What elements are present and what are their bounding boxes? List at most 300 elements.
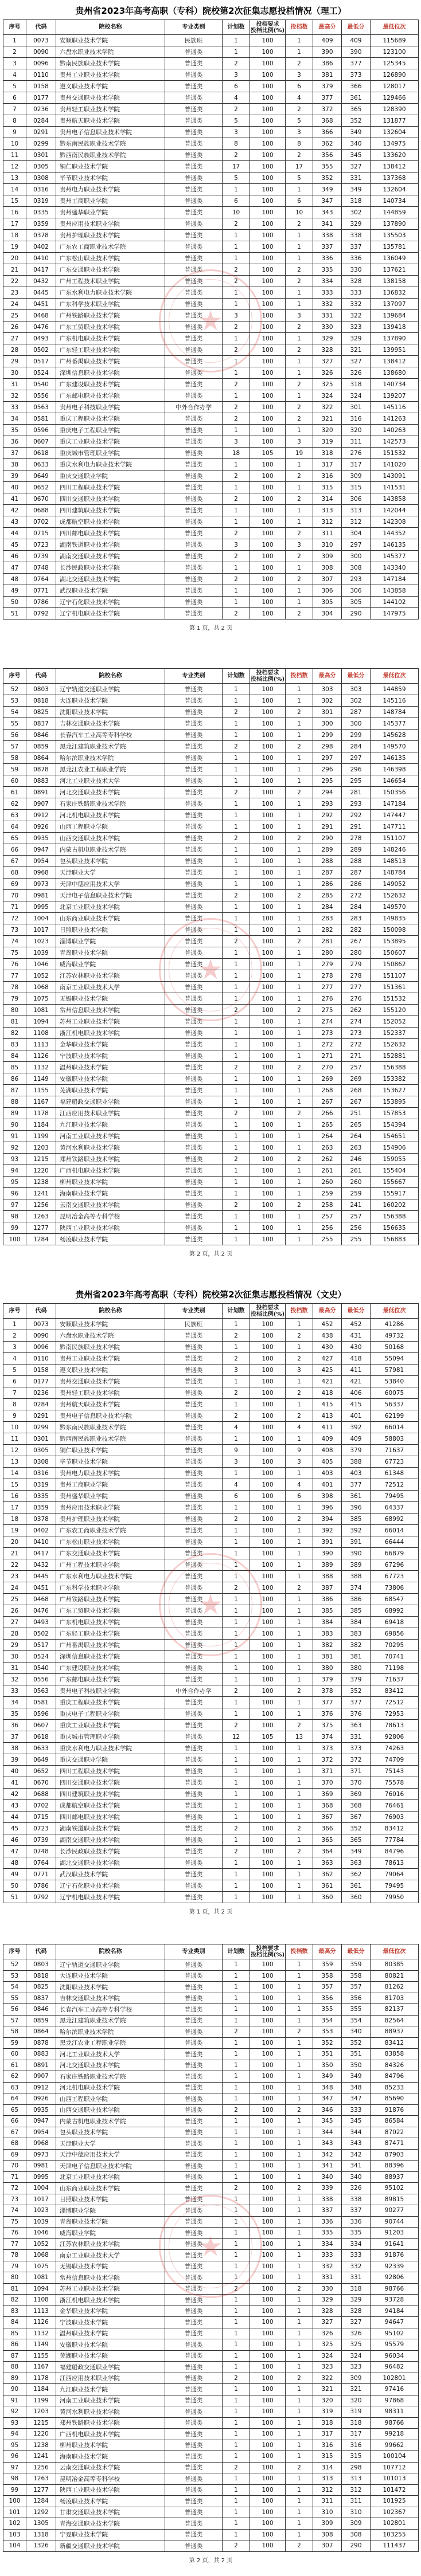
cell-min-rank: 147447	[370, 810, 418, 821]
cell-plan: 1	[222, 1085, 250, 1096]
header-ratio: 投档要求 投档比例(%)	[250, 669, 285, 683]
cell-college-name: 天津电子信息职业技术学院	[56, 890, 165, 901]
cell-min-rank: 75578	[370, 1777, 418, 1788]
cell-admitted: 1	[285, 516, 313, 527]
cell-code: 0410	[26, 253, 56, 264]
cell-college-name: 遵义职业技术学院	[56, 81, 165, 92]
cell-min-rank: 137368	[370, 172, 418, 183]
cell-min-score: 313	[341, 505, 370, 516]
cell-college-name: 河南工业职业技术学院	[56, 1131, 165, 1142]
cell-code: 1241	[26, 1188, 56, 1199]
cell-min-score: 313	[341, 2473, 370, 2484]
cell-seq: 57	[3, 741, 26, 752]
table-row	[3, 1674, 418, 1685]
cell-seq: 82	[3, 2295, 26, 2306]
cell-plan: 1	[222, 46, 250, 57]
cell-admitted: 1	[285, 2217, 313, 2228]
cell-category: 普通类	[165, 299, 222, 309]
cell-admitted: 1	[285, 867, 313, 878]
cell-plan: 1	[222, 2038, 250, 2049]
table-row	[3, 901, 418, 913]
cell-code: 1113	[26, 2306, 56, 2317]
cell-admitted: 1	[285, 1433, 313, 1444]
cell-category: 普通类	[165, 448, 222, 458]
cell-seq: 54	[3, 707, 26, 717]
cell-category: 普通类	[165, 104, 222, 115]
table-row	[3, 2384, 418, 2395]
cell-admitted: 1	[285, 1766, 313, 1777]
cell-code: 1132	[26, 2328, 56, 2339]
cell-plan: 1	[222, 982, 250, 993]
table-row	[3, 1834, 418, 1846]
table-row	[3, 1108, 418, 1119]
cell-seq: 2	[3, 46, 26, 57]
cell-min-score: 409	[341, 1433, 370, 1444]
table-row	[3, 1479, 418, 1491]
cell-category: 普通类	[165, 833, 222, 844]
cell-max-score: 368	[313, 1800, 341, 1811]
cell-min-score: 388	[341, 1456, 370, 1467]
cell-ratio: 100	[250, 1880, 285, 1891]
cell-max-score: 311	[313, 528, 341, 539]
cell-college-name: 福建船政交通职业学院	[56, 2362, 165, 2373]
table-row	[3, 2272, 418, 2284]
header-min-score: 最低分	[341, 1944, 370, 1959]
cell-admitted: 1	[285, 1096, 313, 1107]
cell-max-score: 260	[313, 1177, 341, 1187]
cell-code: 0633	[26, 459, 56, 470]
cell-ratio: 100	[250, 1777, 285, 1788]
cell-category: 普通类	[165, 2429, 222, 2440]
cell-min-score: 303	[341, 684, 370, 695]
cell-min-rank: 137621	[370, 264, 418, 275]
cell-min-score: 331	[341, 1731, 370, 1742]
cell-code: 1256	[26, 1199, 56, 1210]
cell-admitted: 1	[285, 46, 313, 57]
cell-min-score: 340	[341, 2172, 370, 2183]
cell-code: 0825	[26, 1982, 56, 1993]
table-row	[3, 1119, 418, 1131]
cell-ratio: 100	[250, 1330, 285, 1341]
cell-seq: 5	[3, 81, 26, 92]
cell-admitted: 1	[285, 1869, 313, 1880]
cell-ratio: 100	[250, 1869, 285, 1880]
cell-seq: 18	[3, 1514, 26, 1524]
cell-admitted: 9	[285, 1445, 313, 1456]
cell-admitted: 1	[285, 2351, 313, 2362]
cell-max-score: 266	[313, 1108, 341, 1119]
table-row	[3, 493, 418, 505]
cell-admitted: 2	[285, 2284, 313, 2295]
cell-category: 普通类	[165, 2418, 222, 2429]
cell-category: 普通类	[165, 230, 222, 241]
cell-category: 普通类	[165, 821, 222, 832]
cell-min-rank: 95579	[370, 2339, 418, 2350]
cell-code: 1238	[26, 2440, 56, 2451]
cell-code: 0468	[26, 310, 56, 321]
cell-code: 1017	[26, 924, 56, 935]
header-category: 专业类别	[165, 1304, 222, 1318]
cell-college-name: 云南交通职业技术学院	[56, 2463, 165, 2473]
cell-max-score: 261	[313, 1165, 341, 1176]
cell-admitted: 1	[285, 2384, 313, 2395]
cell-code: 0926	[26, 2093, 56, 2104]
table-row	[3, 1812, 418, 1823]
cell-seq: 72	[3, 2183, 26, 2194]
cell-min-rank: 138680	[370, 367, 418, 378]
cell-code: 0319	[26, 195, 56, 206]
cell-min-score: 348	[341, 2083, 370, 2093]
cell-category: 普通类	[165, 1993, 222, 2004]
cell-code: 0308	[26, 172, 56, 183]
cell-ratio: 100	[250, 1674, 285, 1685]
cell-code: 1017	[26, 2194, 56, 2205]
cell-admitted: 1	[285, 2127, 313, 2138]
cell-code: 1184	[26, 1119, 56, 1130]
cell-code: 1108	[26, 2295, 56, 2306]
cell-min-rank: 50168	[370, 1342, 418, 1352]
cell-min-score: 337	[341, 2205, 370, 2216]
cell-seq: 65	[3, 833, 26, 844]
table-row	[3, 2295, 418, 2306]
cell-code: 1081	[26, 1005, 56, 1015]
cell-category: 普通类	[165, 730, 222, 740]
cell-max-score: 302	[313, 695, 341, 706]
cell-code: 0883	[26, 2049, 56, 2060]
cell-max-score: 398	[313, 1491, 341, 1501]
header-college-name: 院校名称	[56, 669, 165, 683]
cell-category: 普通类	[165, 1731, 222, 1742]
cell-max-score: 405	[313, 1456, 341, 1467]
cell-min-rank: 91641	[370, 2239, 418, 2250]
cell-admitted: 2	[285, 2373, 313, 2384]
cell-plan: 2	[222, 1199, 250, 1210]
cell-min-score: 374	[341, 1582, 370, 1593]
cell-plan: 1	[222, 1376, 250, 1387]
cell-ratio: 100	[250, 1834, 285, 1845]
cell-min-score: 300	[341, 551, 370, 562]
cell-ratio: 100	[250, 752, 285, 763]
cell-seq: 64	[3, 821, 26, 832]
cell-plan: 1	[222, 2261, 250, 2272]
cell-ratio: 100	[250, 287, 285, 298]
cell-seq: 45	[3, 1823, 26, 1834]
cell-plan: 1	[222, 1050, 250, 1061]
header-category: 专业类别	[165, 1944, 222, 1959]
cell-plan: 1	[222, 1188, 250, 1199]
cell-code: 1004	[26, 2183, 56, 2194]
table-row	[3, 367, 418, 379]
cell-max-score: 306	[313, 585, 341, 596]
cell-ratio: 100	[250, 608, 285, 619]
cell-code: 0096	[26, 58, 56, 69]
cell-plan: 1	[222, 1222, 250, 1233]
cell-max-score: 288	[313, 856, 341, 866]
cell-min-rank: 151532	[370, 993, 418, 1004]
cell-max-score: 341	[313, 218, 341, 229]
cell-min-score: 261	[341, 1165, 370, 1176]
cell-admitted: 3	[285, 436, 313, 447]
cell-min-rank: 83858	[370, 2049, 418, 2060]
cell-seq: 97	[3, 2463, 26, 2473]
cell-min-score: 337	[341, 241, 370, 252]
cell-seq: 86	[3, 2339, 26, 2350]
cell-ratio: 100	[250, 2127, 285, 2138]
cell-ratio: 100	[250, 924, 285, 935]
cell-ratio: 100	[250, 741, 285, 752]
cell-min-score: 392	[341, 1422, 370, 1433]
cell-admitted: 1	[285, 2161, 313, 2171]
cell-max-score: 396	[313, 1502, 341, 1513]
cell-admitted: 1	[285, 1039, 313, 1050]
cell-admitted: 1	[285, 1857, 313, 1868]
cell-min-score: 409	[341, 35, 370, 46]
cell-seq: 81	[3, 2284, 26, 2295]
cell-max-score: 356	[313, 150, 341, 160]
cell-seq: 94	[3, 2429, 26, 2440]
cell-plan: 1	[222, 2093, 250, 2104]
cell-max-score: 383	[313, 1628, 341, 1639]
cell-admitted: 2	[285, 58, 313, 69]
cell-min-rank: 155667	[370, 1177, 418, 1187]
table-row	[3, 1640, 418, 1651]
cell-max-score: 388	[313, 1571, 341, 1582]
cell-category: 普通类	[165, 1959, 222, 1970]
cell-code: 0158	[26, 1365, 56, 1375]
cell-plan: 1	[222, 2406, 250, 2417]
cell-code: 0090	[26, 1330, 56, 1341]
cell-max-score: 276	[313, 993, 341, 1004]
cell-seq: 4	[3, 1353, 26, 1364]
cell-college-name: 山东商业职业技术学院	[56, 913, 165, 924]
cell-plan: 2	[222, 150, 250, 160]
cell-ratio: 100	[250, 2183, 285, 2194]
cell-plan: 1	[222, 2351, 250, 2362]
cell-category: 普通类	[165, 2406, 222, 2417]
cell-ratio: 100	[250, 92, 285, 103]
cell-plan: 1	[222, 1571, 250, 1582]
cell-min-rank: 69856	[370, 1628, 418, 1639]
cell-college-name: 包头职业技术学院	[56, 856, 165, 866]
cell-max-score: 377	[313, 92, 341, 103]
cell-category: 普通类	[165, 1812, 222, 1822]
cell-code: 0284	[26, 115, 56, 126]
cell-code: 1149	[26, 1073, 56, 1084]
cell-ratio: 100	[250, 1846, 285, 1857]
cell-plan: 1	[222, 2172, 250, 2183]
cell-min-score: 277	[341, 982, 370, 993]
cell-code: 0688	[26, 1789, 56, 1799]
cell-min-score: 310	[341, 2507, 370, 2518]
cell-admitted: 1	[285, 390, 313, 401]
cell-plan: 9	[222, 1445, 250, 1456]
cell-ratio: 100	[250, 959, 285, 970]
cell-college-name: 重庆工业职业技术学院	[56, 1720, 165, 1731]
cell-admitted: 1	[285, 1016, 313, 1027]
cell-admitted: 4	[285, 1479, 313, 1490]
cell-max-score: 294	[313, 787, 341, 798]
cell-admitted: 2	[285, 379, 313, 390]
table-row	[3, 1050, 418, 1062]
cell-category: 普通类	[165, 2451, 222, 2462]
cell-seq: 63	[3, 810, 26, 821]
table-row	[3, 413, 418, 425]
cell-admitted: 1	[285, 2261, 313, 2272]
cell-category: 普通类	[165, 2116, 222, 2127]
table-row	[3, 982, 418, 993]
cell-seq: 16	[3, 207, 26, 218]
cell-college-name: 四川交通职业技术学院	[56, 493, 165, 504]
cell-min-rank: 137890	[370, 333, 418, 344]
cell-min-score: 311	[341, 436, 370, 447]
cell-min-score: 308	[341, 562, 370, 573]
cell-plan: 1	[222, 1433, 250, 1444]
header-min-score: 最低分	[341, 20, 370, 34]
cell-plan: 2	[222, 1823, 250, 1834]
cell-max-score: 319	[313, 436, 341, 447]
cell-admitted: 1	[285, 1085, 313, 1096]
cell-seq: 49	[3, 1869, 26, 1880]
cell-ratio: 100	[250, 2228, 285, 2238]
cell-max-score: 375	[313, 1720, 341, 1731]
cell-category: 普通类	[165, 1234, 222, 1245]
cell-seq: 84	[3, 2317, 26, 2328]
cell-max-score: 325	[313, 379, 341, 390]
cell-admitted: 1	[285, 856, 313, 866]
cell-seq: 57	[3, 2016, 26, 2026]
cell-code: 0607	[26, 1720, 56, 1731]
cell-min-rank: 81262	[370, 1982, 418, 1993]
cell-plan: 1	[222, 425, 250, 436]
cell-plan: 1	[222, 913, 250, 924]
cell-college-name: 成都航空职业技术学院	[56, 1800, 165, 1811]
cell-category: 普通类	[165, 574, 222, 585]
cell-plan: 1	[222, 585, 250, 596]
cell-college-name: 广东交通职业技术学院	[56, 264, 165, 275]
cell-college-name: 四川建筑职业技术学院	[56, 1789, 165, 1799]
cell-min-score: 386	[341, 1594, 370, 1605]
cell-min-rank: 152052	[370, 1016, 418, 1027]
cell-min-score: 300	[341, 718, 370, 729]
cell-ratio: 100	[250, 218, 285, 229]
cell-max-score: 296	[313, 764, 341, 775]
cell-max-score: 346	[313, 2105, 341, 2116]
cell-ratio: 100	[250, 1353, 285, 1364]
cell-max-score: 324	[313, 2351, 341, 2362]
cell-college-name: 毕节职业技术学院	[56, 172, 165, 183]
cell-code: 0818	[26, 695, 56, 706]
cell-category: 普通类	[165, 2016, 222, 2026]
cell-category: 普通类	[165, 597, 222, 607]
cell-min-rank: 70295	[370, 1640, 418, 1650]
table-row	[3, 2507, 418, 2519]
cell-plan: 1	[222, 1502, 250, 1513]
cell-college-name: 九江职业技术学院	[56, 1119, 165, 1130]
cell-admitted: 19	[285, 448, 313, 458]
cell-min-score: 336	[341, 2217, 370, 2228]
cell-ratio: 100	[250, 982, 285, 993]
table-row	[3, 1330, 418, 1342]
cell-plan: 1	[222, 1119, 250, 1130]
cell-min-score: 272	[341, 890, 370, 901]
cell-college-name: 河北工业职业技术大学	[56, 775, 165, 786]
header-plan: 计划数	[222, 669, 250, 683]
cell-max-score: 307	[313, 2540, 341, 2551]
cell-category: 普通类	[165, 2463, 222, 2473]
cell-min-rank: 137097	[370, 299, 418, 309]
cell-category: 普通类	[165, 2071, 222, 2082]
cell-seq: 86	[3, 1073, 26, 1084]
cell-plan: 1	[222, 901, 250, 912]
cell-category: 普通类	[165, 127, 222, 138]
cell-ratio: 100	[250, 844, 285, 855]
cell-seq: 91	[3, 1131, 26, 1142]
cell-admitted: 1	[285, 2150, 313, 2161]
cell-max-score: 364	[313, 1846, 341, 1857]
cell-max-score: 335	[313, 2228, 341, 2238]
table-row	[3, 2016, 418, 2027]
cell-seq: 99	[3, 1222, 26, 1233]
cell-plan: 4	[222, 92, 250, 103]
cell-min-rank: 135781	[370, 241, 418, 252]
cell-plan: 1	[222, 867, 250, 878]
cell-college-name: 宁波职业技术学院	[56, 2317, 165, 2328]
table-row	[3, 1410, 418, 1422]
cell-ratio: 100	[250, 1959, 285, 1970]
cell-min-score: 351	[341, 2049, 370, 2060]
cell-min-score: 421	[341, 1376, 370, 1387]
cell-max-score: 362	[313, 1869, 341, 1880]
cell-category: 普通类	[165, 798, 222, 809]
cell-seq: 60	[3, 775, 26, 786]
cell-college-name: 重庆交通职业学院	[56, 470, 165, 481]
cell-code: 0073	[26, 35, 56, 46]
cell-min-score: 301	[341, 402, 370, 413]
cell-code: 1326	[26, 2540, 56, 2551]
cell-code: 0837	[26, 718, 56, 729]
cell-ratio: 100	[250, 1039, 285, 1050]
cell-admitted: 1	[285, 982, 313, 993]
cell-code: 0316	[26, 1468, 56, 1479]
table-row	[3, 2261, 418, 2273]
table-row	[3, 161, 418, 172]
cell-college-name: 四川工程职业技术学院	[56, 482, 165, 493]
table-row	[3, 1062, 418, 1073]
cell-code: 1039	[26, 947, 56, 958]
cell-category: 普通类	[165, 2362, 222, 2373]
cell-min-score: 418	[341, 1353, 370, 1364]
cell-college-name: 贵州工商职业学院	[56, 1479, 165, 1490]
cell-ratio: 100	[250, 2105, 285, 2116]
cell-code: 0402	[26, 1525, 56, 1536]
cell-max-score: 379	[313, 81, 341, 92]
cell-admitted: 1	[285, 2038, 313, 2049]
cell-min-rank: 87022	[370, 2127, 418, 2138]
table-row	[3, 2183, 418, 2194]
cell-admitted: 1	[285, 2071, 313, 2082]
cell-plan: 1	[222, 2395, 250, 2406]
table-row	[3, 35, 418, 46]
cell-plan: 1	[222, 1640, 250, 1650]
cell-min-score: 385	[341, 1514, 370, 1524]
cell-college-name: 新疆交通职业技术学院	[56, 2540, 165, 2551]
cell-min-rank: 154651	[370, 1131, 418, 1142]
cell-plan: 1	[222, 970, 250, 981]
cell-min-score: 318	[341, 195, 370, 206]
cell-seq: 39	[3, 1754, 26, 1765]
table-row	[3, 775, 418, 787]
cell-admitted: 1	[285, 1663, 313, 1673]
